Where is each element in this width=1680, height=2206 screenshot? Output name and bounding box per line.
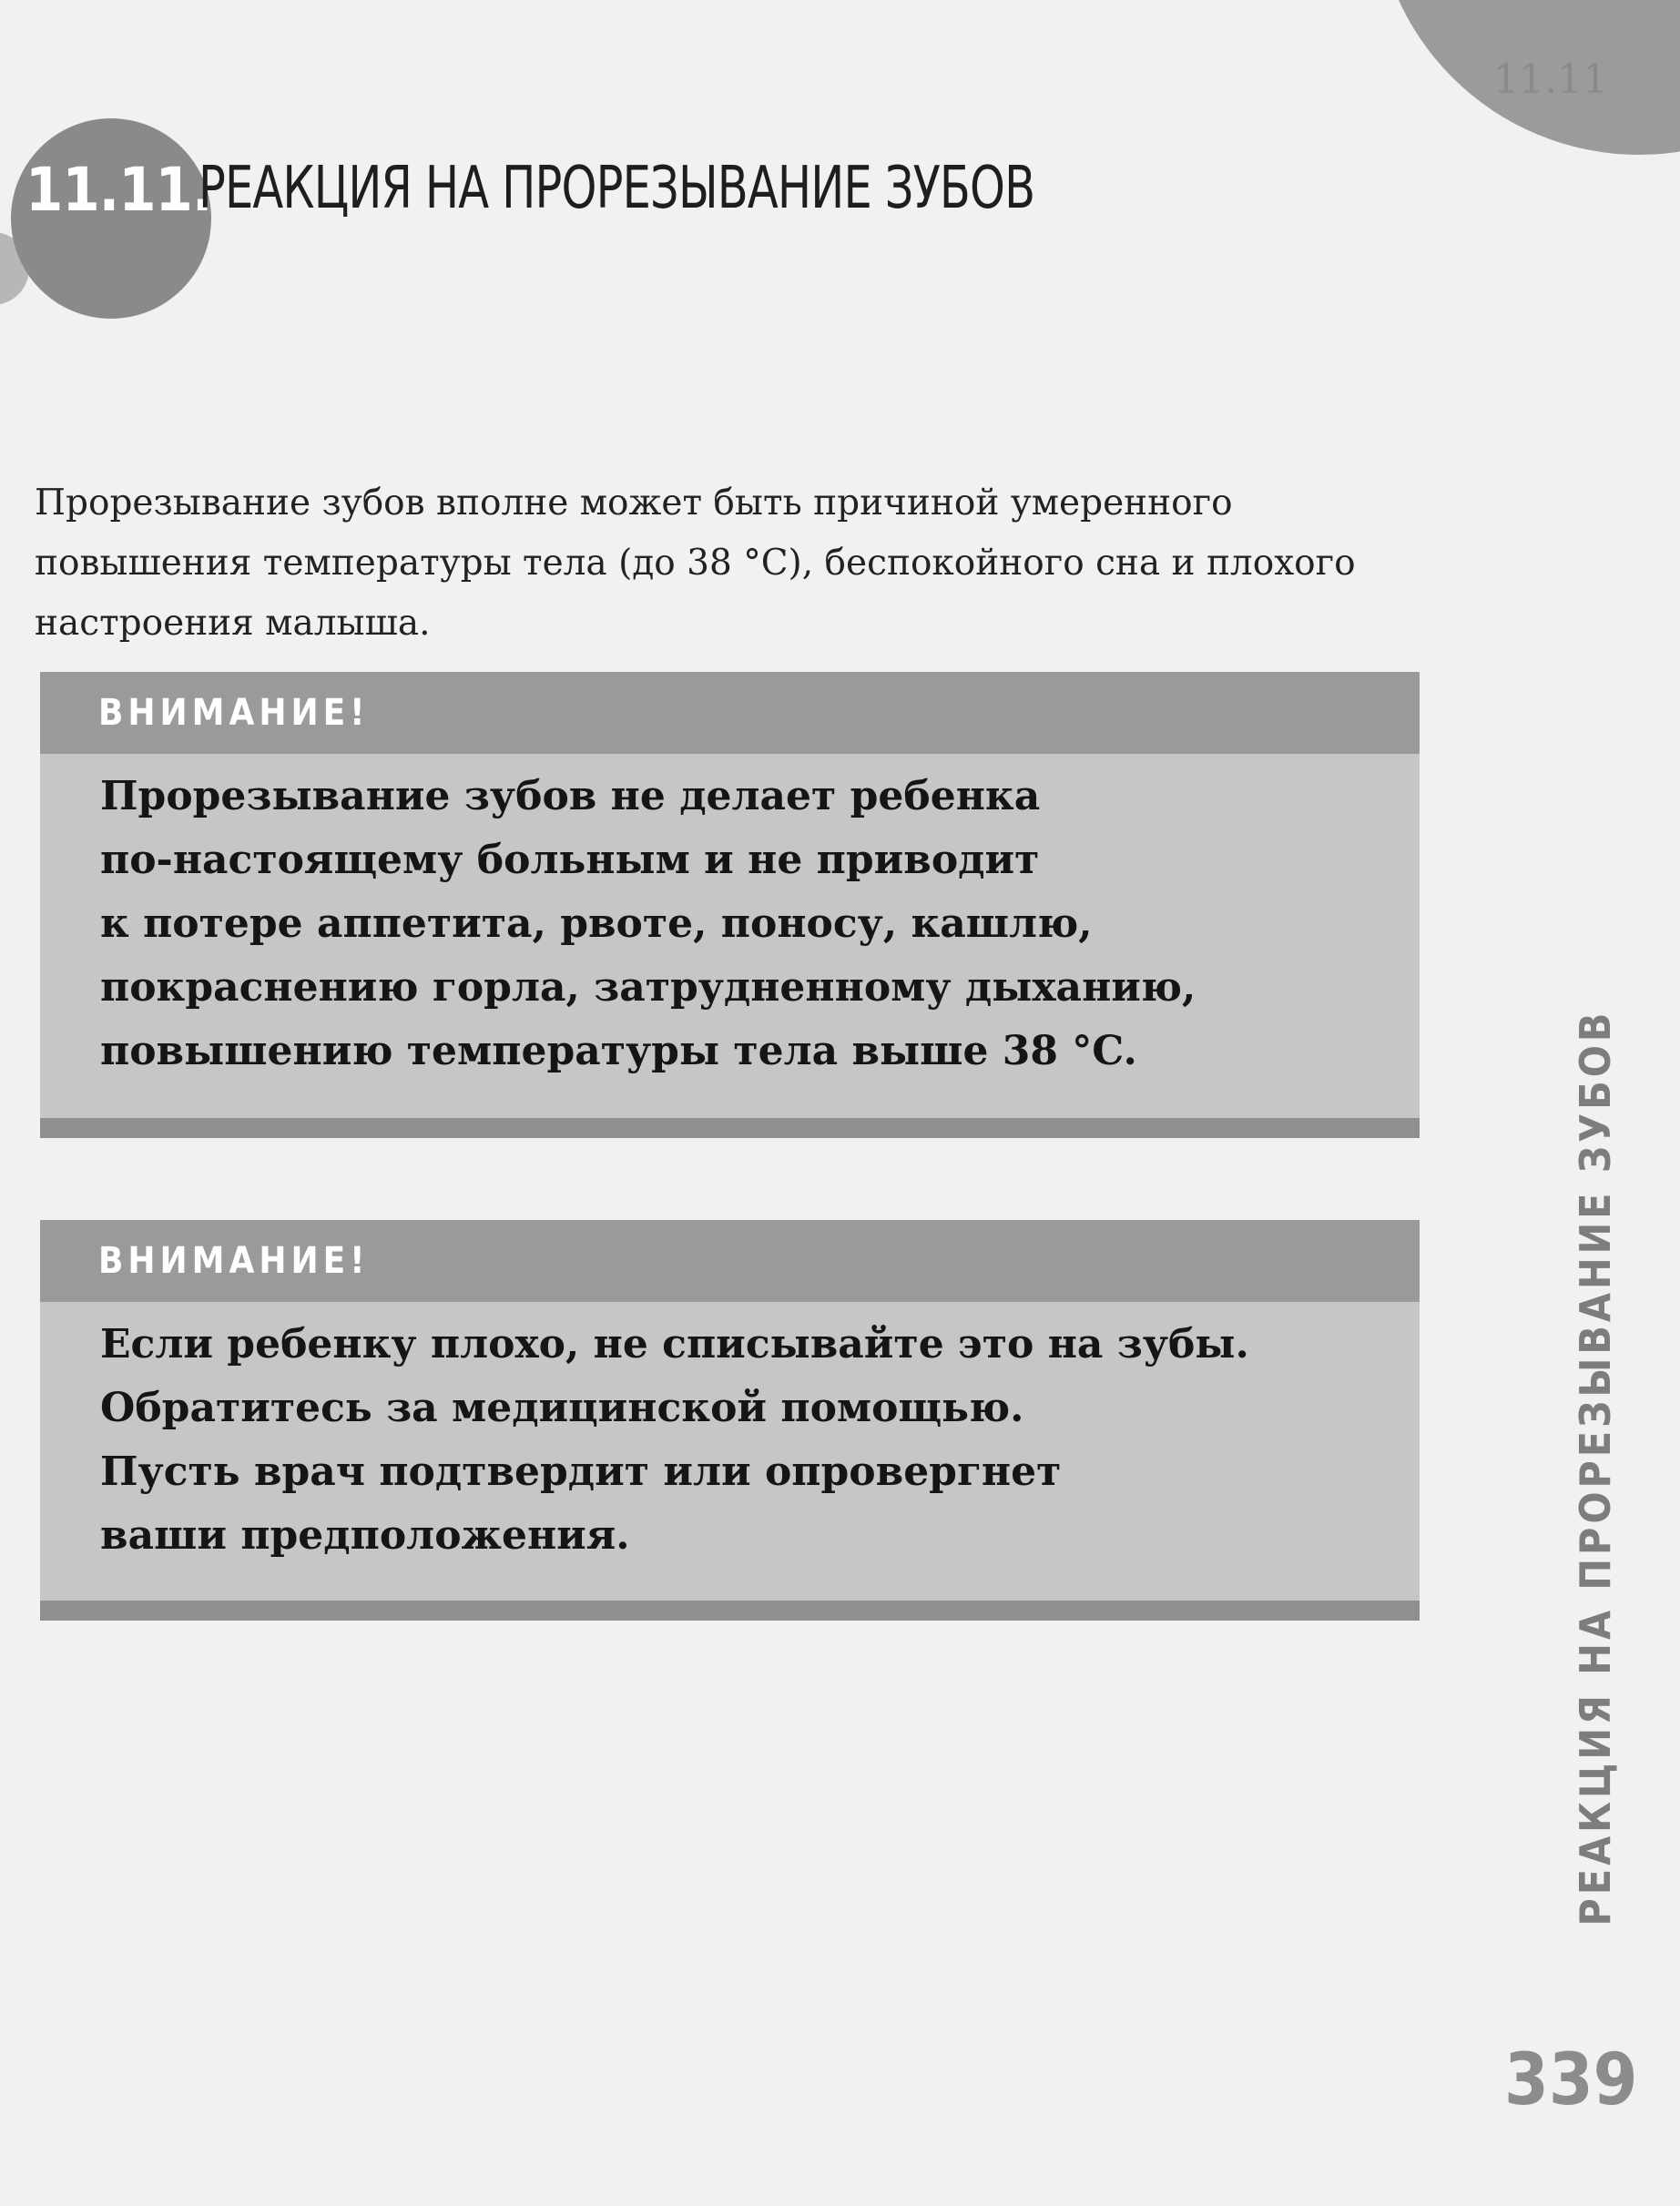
attention-1-line-2: по-настоящему больным и не приводит — [100, 837, 1040, 883]
attention-2-line-3: Пусть врач подтвердит или опровергнет — [100, 1449, 1062, 1495]
attention-header-1 — [40, 672, 1420, 754]
attention-box-2 — [40, 1220, 1420, 1621]
section-title: РЕАКЦИЯ НА ПРОРЕЗЫВАНИЕ ЗУБОВ — [199, 155, 1035, 222]
attention-2-line-4: ваши предположения. — [100, 1512, 630, 1559]
side-running-title: РЕАКЦИЯ НА ПРОРЕЗЫВАНИЕ ЗУБОВ — [1571, 1009, 1620, 1926]
attention-1-line-4: покраснению горла, затрудненному дыханию, — [100, 964, 1196, 1011]
section-number: 11.11. — [25, 155, 212, 225]
attention-footer-bar-1 — [40, 1118, 1420, 1138]
attention-box-1 — [40, 672, 1420, 1138]
attention-body-1 — [40, 754, 1420, 1083]
intro-text: Прорезывание зубов вполне может быть причиной умеренного повышения температуры тела (до 38 °C), беспокойного сна и плохого настроения малыша. — [35, 483, 1356, 644]
attention-body-2 — [40, 1302, 1420, 1568]
attention-2-line-2: Обратитесь за медицинской помощью. — [100, 1385, 1024, 1431]
corner-section-number: 11.11 — [1493, 56, 1608, 103]
attention-label-1: ВНИМАНИЕ! — [98, 692, 370, 734]
attention-header-2 — [40, 1220, 1420, 1302]
intro-paragraph — [35, 473, 1419, 654]
attention-1-line-1: Прорезывание зубов не делает ребенка — [100, 773, 1041, 819]
page-number: 339 — [1504, 2039, 1638, 2121]
attention-label-2: ВНИМАНИЕ! — [98, 1240, 370, 1282]
attention-1-line-3: к потере аппетита, рвоте, поносу, кашлю, — [100, 900, 1093, 947]
attention-2-line-1: Если ребенку плохо, не списывайте это на зубы. — [100, 1321, 1249, 1367]
attention-1-line-5: повышению температуры тела выше 38 °C. — [100, 1028, 1137, 1074]
attention-footer-bar-2 — [40, 1601, 1420, 1621]
